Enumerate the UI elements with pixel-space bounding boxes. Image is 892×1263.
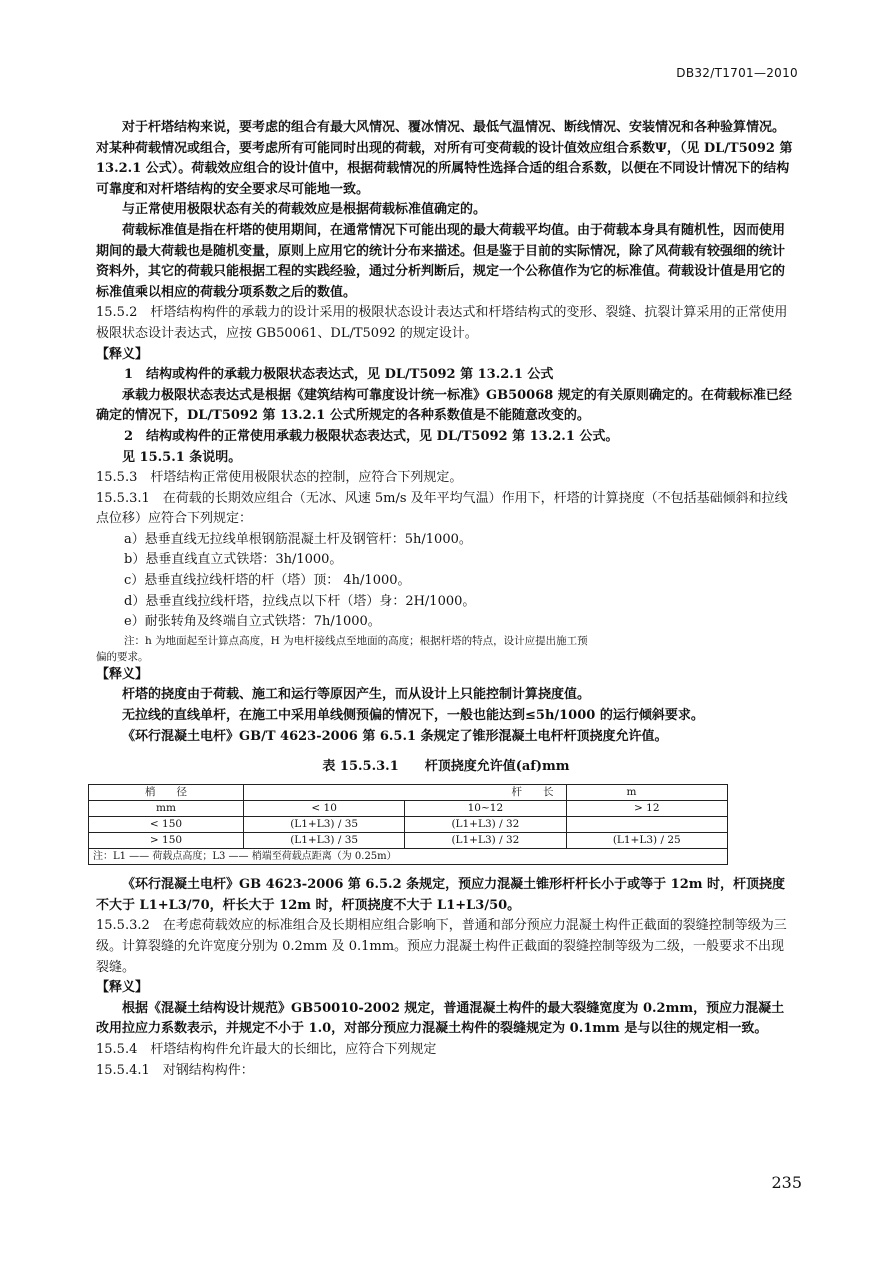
list-item: d）悬垂直线拉线杆塔，拉线点以下杆（塔）身：2H/1000。 — [124, 593, 476, 609]
table-cell — [566, 817, 728, 833]
list-item: e）耐张转角及终端自立式铁塔：7h/1000。 — [124, 614, 381, 630]
clause-15-5-4: 15.5.4 杆塔结构构件允许最大的长细比，应符合下列规定 — [96, 1041, 437, 1057]
page-body — [93, 118, 796, 1081]
note-line: 偏的要求。 — [96, 650, 149, 663]
clause-15-5-4-1: 15.5.4.1 对钢结构构件： — [96, 1062, 254, 1078]
clause-15-5-3: 15.5.3 杆塔结构正常使用极限状态的控制，应符合下列规定。 — [96, 470, 463, 486]
note-line: 注：h 为地面起至计算点高度，H 为电杆接线点至地面的高度；根据杆塔的特点，设计应提出施工预 — [124, 634, 588, 647]
list-item: a）悬垂直线无拉线单根钢筋混凝土杆及钢管杆：5h/1000。 — [124, 531, 472, 547]
table-cell: (L1+L3) / 35 — [244, 833, 405, 849]
table-cell: (L1+L3) / 32 — [405, 817, 566, 833]
table-subheader: < 10 — [244, 801, 405, 817]
deflection-table — [88, 784, 728, 865]
list-item: b）悬垂直线直立式铁塔：3h/1000。 — [124, 552, 343, 568]
table-cell: (L1+L3) / 35 — [244, 817, 405, 833]
explain-item: 无拉线的直线单杆，在施工中采用单线侧预偏的情况下，一般也能达到≤5h/1000 的运行倾斜要求。 — [122, 708, 704, 724]
shiyi-heading: 【释义】 — [96, 666, 149, 682]
table-header-diameter: 梢 径 — [89, 785, 244, 801]
page-number: 235 — [771, 1173, 802, 1192]
explain-item: 根据《混凝土结构设计规范》GB50010-2002 规定，普通混凝土构件的最大裂缝宽度为 0.2mm，预应力混凝土改用拉应力系数表示，并规定不小于 1.0，对部分预应力混凝土构件的裂缝规定为 0.1mm 是与以往的规定相一致。 — [96, 1000, 785, 1037]
table-subheader: 10~12 — [405, 801, 566, 817]
paragraph: 荷载标准值是指在杆塔的使用期间，在通常情况下可能出现的最大荷载平均值。由于荷载本身具有随机性，因而使用期间的最大荷载也是随机变量，原则上应用它的统计分布来描述。但是鉴于目前的实际情况，除了风荷载有较强细的统计资料外，其它的荷载只能根据工程的实践经验，通过分析判断后，规定一个公称值作为它的标准值。荷载设计值是用它的标准值乘以相应的荷载分项系数之后的数值。 — [96, 222, 786, 300]
explain-item: 杆塔的挠度由于荷载、施工和运行等原因产生，而从设计上只能控制计算挠度值。 — [122, 687, 591, 703]
table-cell: (L1+L3) / 32 — [405, 833, 566, 849]
table-note: 注：L1 —— 荷载点高度；L3 —— 梢端至荷载点距离（为 0.25m） — [89, 849, 728, 865]
document-code: DB32/T1701—2010 — [676, 66, 798, 80]
clause-15-5-3-1: 15.5.3.1 在荷载的长期效应组合（无冰、风速 5m/s 及年平均气温）作用下，杆塔的计算挠度（不包括基础倾斜和拉线点位移）应符合下列规定： — [96, 490, 788, 527]
paragraph: 《环行混凝土电杆》GB 4623-2006 第 6.5.2 条规定，预应力混凝土锥形杆杆长小于或等于 12m 时，杆顶挠度不大于 L1+L3/70，杆长大于 12m 时，杆顶挠度不大于 L1+L3/50。 — [96, 877, 786, 913]
table-cell: < 150 — [89, 817, 244, 833]
paragraph: 与正常使用极限状态有关的荷载效应是根据荷载标准值确定的。 — [122, 202, 487, 218]
shiyi-heading: 【释义】 — [96, 980, 149, 996]
paragraph: 对于杆塔结构来说，要考虑的组合有最大风情况、覆冰情况、最低气温情况、断线情况、安装情况和各种验算情况。对某种荷载情况或组合，要考虑所有可能同时出现的荷载，对所有可变荷载的设计值效应组合系数Ψ，（见 DL/T5092 第 13.2.1 公式）。荷载效应组合的设计值中，根据荷载情况的所属特性选择合适的组合系数，以便在不同设计情况下的结构可靠度和对杆塔结构的安全要求尽可能地一致。 — [96, 120, 793, 197]
table-row — [89, 817, 728, 833]
clause-15-5-2: 15.5.2 杆塔结构构件的承载力的设计采用的极限状态设计表达式和杆塔结构式的变形、裂缝、抗裂计算采用的正常使用极限状态设计表达式，应按 GB50061、DL/T5092 的规定设计。 — [96, 305, 788, 341]
explain-item: 2 结构或构件的正常使用承载力极限状态表达式，见 DL/T5092 第 13.2.1 公式。 — [124, 428, 619, 444]
table-subheader: > 12 — [566, 801, 728, 817]
table-cell: (L1+L3) / 25 — [566, 833, 728, 849]
table-cell: > 150 — [89, 833, 244, 849]
shiyi-heading: 【释义】 — [96, 346, 149, 362]
table-header-unit: m — [566, 785, 728, 801]
table-header-length: 杆 长 — [244, 785, 567, 801]
table-title: 表 15.5.3.1 杆顶挠度允许值(af)mm — [322, 759, 570, 775]
list-item: c）悬垂直线拉线杆塔的杆（塔）顶： 4h/1000。 — [124, 573, 411, 589]
clause-15-5-3-2: 15.5.3.2 在考虑荷载效应的标准组合及长期相应组合影响下，普通和部分预应力混凝土构件正截面的裂缝控制等级为三级。计算裂缝的允许宽度分别为 0.2mm 及 0.1mm。预应力混凝土构件正截面的裂缝控制等级为二级，一般要求不出现裂缝。 — [96, 918, 787, 975]
explain-item: 《环行混凝土电杆》GB/T 4623-2006 第 6.5.1 条规定了锥形混凝土电杆杆顶挠度允许值。 — [122, 728, 668, 744]
explain-item: 见 15.5.1 条说明。 — [122, 449, 242, 465]
table-header-diameter-unit: mm — [89, 801, 244, 817]
explain-item: 承载力极限状态表达式是根据《建筑结构可靠度设计统一标准》GB50068 规定的有关原则确定的。在荷载标准已经确定的情况下，DL/T5092 第 13.2.1 公式所规定的各种系数值是不能随意改变的。 — [96, 387, 792, 424]
explain-item: 1 结构或构件的承载力极限状态表达式，见 DL/T5092 第 13.2.1 公式 — [124, 367, 554, 383]
table-row — [89, 833, 728, 849]
